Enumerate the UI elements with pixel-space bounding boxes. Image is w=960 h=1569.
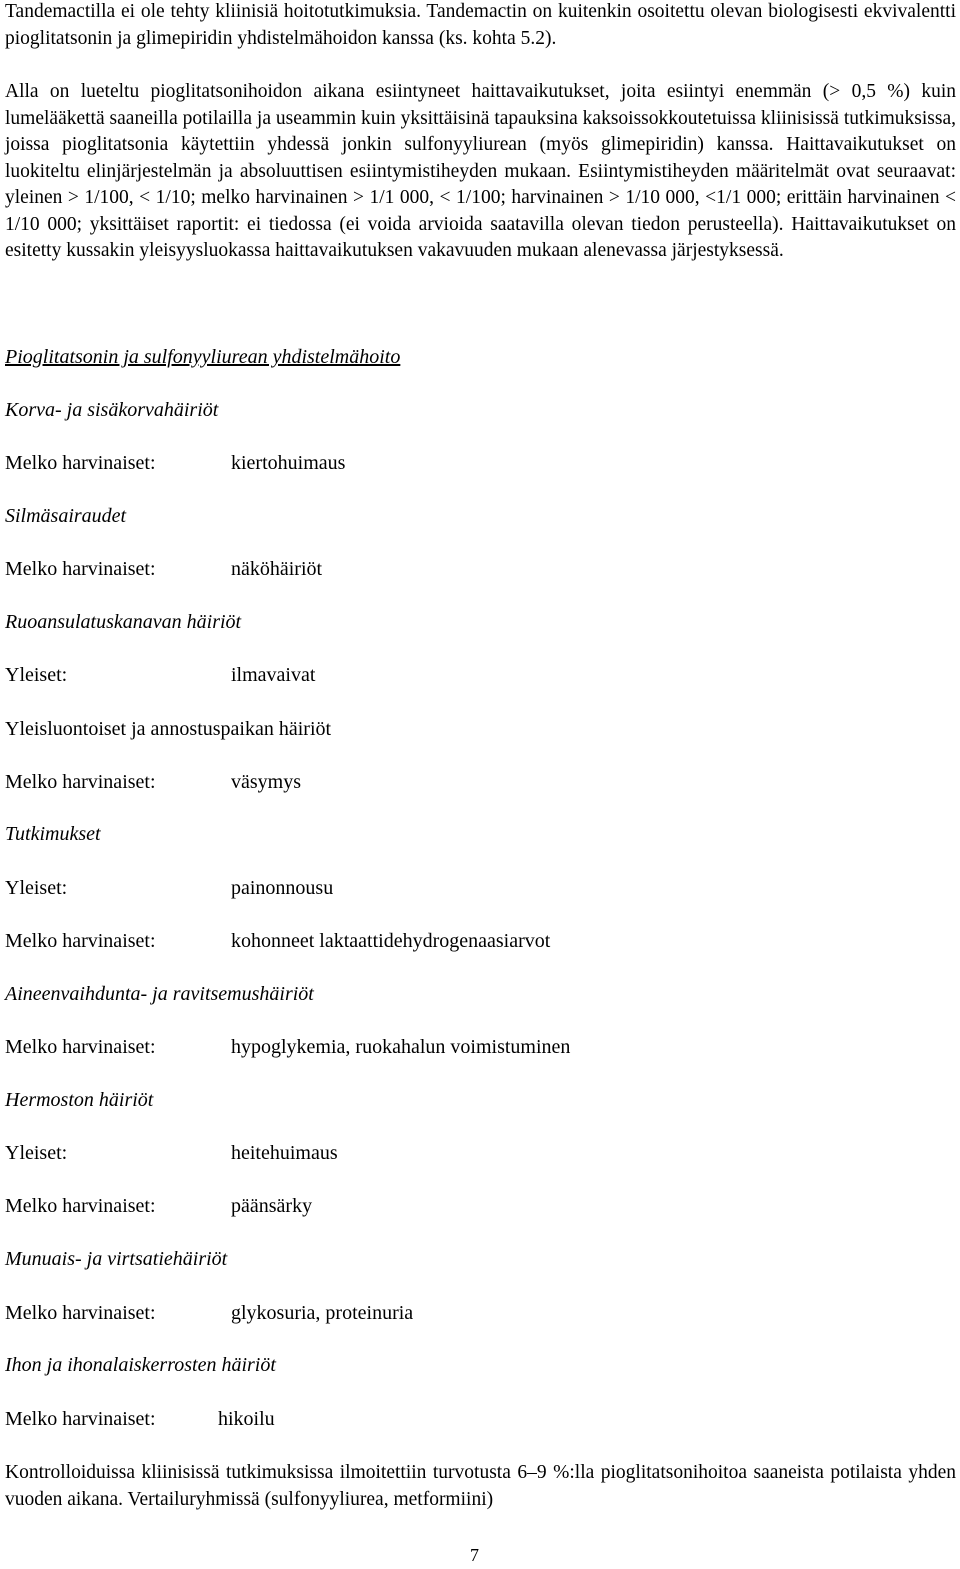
effect-label: kiertohuimaus xyxy=(231,452,346,474)
category-heading: Munuais- ja virtsatiehäiriöt xyxy=(5,1248,228,1270)
category-heading: Tutkimukset xyxy=(5,823,101,845)
category-heading: Yleisluontoiset ja annostuspaikan häiriöt xyxy=(5,718,332,740)
intro-paragraph-1: Tandemactilla ei ole tehty kliinisiä hoitotutkimuksia. Tandemactin on kuitenkin osoitettu olevan biologisesti ekvivalentti pioglitatsonin ja glimepiridin yhdistelmähoidon kanssa (ks. kohta 5.2). xyxy=(5,1,956,49)
frequency-label: Melko harvinaiset: xyxy=(5,1195,156,1217)
category-heading: Aineenvaihdunta- ja ravitsemushäiriöt xyxy=(5,983,314,1005)
section-title: Pioglitatsonin ja sulfonyyliurean yhdistelmähoito xyxy=(5,346,401,368)
effect-label: hypoglykemia, ruokahalun voimistuminen xyxy=(231,1036,571,1058)
effect-label: ilmavaivat xyxy=(231,664,316,686)
effect-label: heitehuimaus xyxy=(231,1142,338,1164)
category-heading: Silmäsairaudet xyxy=(5,505,127,527)
intro-paragraph-2: Alla on lueteltu pioglitatsonihoidon aikana esiintyneet haittavaikutukset, joita esiintyi enemmän (> 0,5 %) kuin lumelääkettä saaneilla potilailla ja useammin kuin yksittäisinä tapauksina kaksoissokkoutetuissa kliinisissä tutkimuksissa, joissa pioglitatsonia käytettiin yhdessä jonkin sulfonyyliurean (myös glimepiridin) kanssa. Haittavaikutukset on luokiteltu elinjärjestelmän ja absoluuttisen esiintymistiheyden mukaan. Esiintymistiheyden määritelmät ovat seuraavat: yleinen > 1/100, < 1/10; melko harvinainen > 1/1 000, < 1/100; harvinainen > 1/10 000, <1/1 000; erittäin harvinainen < 1/10 000; yksittäiset raportit: ei tiedossa (ei voida arvioida saatavilla olevan tiedon perusteella). Haittavaikutukset on esitetty kussakin yleisyysluokassa haittavaikutuksen vakavuuden mukaan alenevassa järjestyksessä. xyxy=(5,81,956,261)
effect-label: kohonneet laktaattidehydrogenaasiarvot xyxy=(231,930,551,952)
category-heading: Hermoston häiriöt xyxy=(5,1089,154,1111)
closing-paragraph: Kontrolloiduissa kliinisissä tutkimuksissa ilmoitettiin turvotusta 6–9 %:lla pioglitatsonihoitoa saaneista potilaista yhden vuoden aikana. Vertailuryhmissä (sulfonyyliurea, metformiini) xyxy=(5,1462,956,1510)
frequency-label: Melko harvinaiset: xyxy=(5,1036,156,1058)
category-heading: Korva- ja sisäkorvahäiriöt xyxy=(5,399,219,421)
effect-label: päänsärky xyxy=(231,1195,313,1217)
frequency-label: Yleiset: xyxy=(5,1142,68,1164)
effect-label: glykosuria, proteinuria xyxy=(231,1302,414,1324)
page-number: 7 xyxy=(470,1545,479,1565)
category-heading: Ruoansulatuskanavan häiriöt xyxy=(5,611,242,633)
frequency-label: Melko harvinaiset: xyxy=(5,930,156,952)
frequency-label: Melko harvinaiset: xyxy=(5,1302,156,1324)
effect-label: näköhäiriöt xyxy=(231,558,323,580)
frequency-label: Melko harvinaiset: xyxy=(5,558,156,580)
frequency-label: Yleiset: xyxy=(5,664,68,686)
effect-label: väsymys xyxy=(231,771,301,793)
frequency-label: Melko harvinaiset: xyxy=(5,452,156,474)
effect-label: hikoilu xyxy=(218,1408,275,1430)
frequency-label: Melko harvinaiset: xyxy=(5,1408,156,1430)
effect-label: painonnousu xyxy=(231,877,334,899)
frequency-label: Melko harvinaiset: xyxy=(5,771,156,793)
category-heading: Ihon ja ihonalaiskerrosten häiriöt xyxy=(5,1354,276,1376)
frequency-label: Yleiset: xyxy=(5,877,68,899)
